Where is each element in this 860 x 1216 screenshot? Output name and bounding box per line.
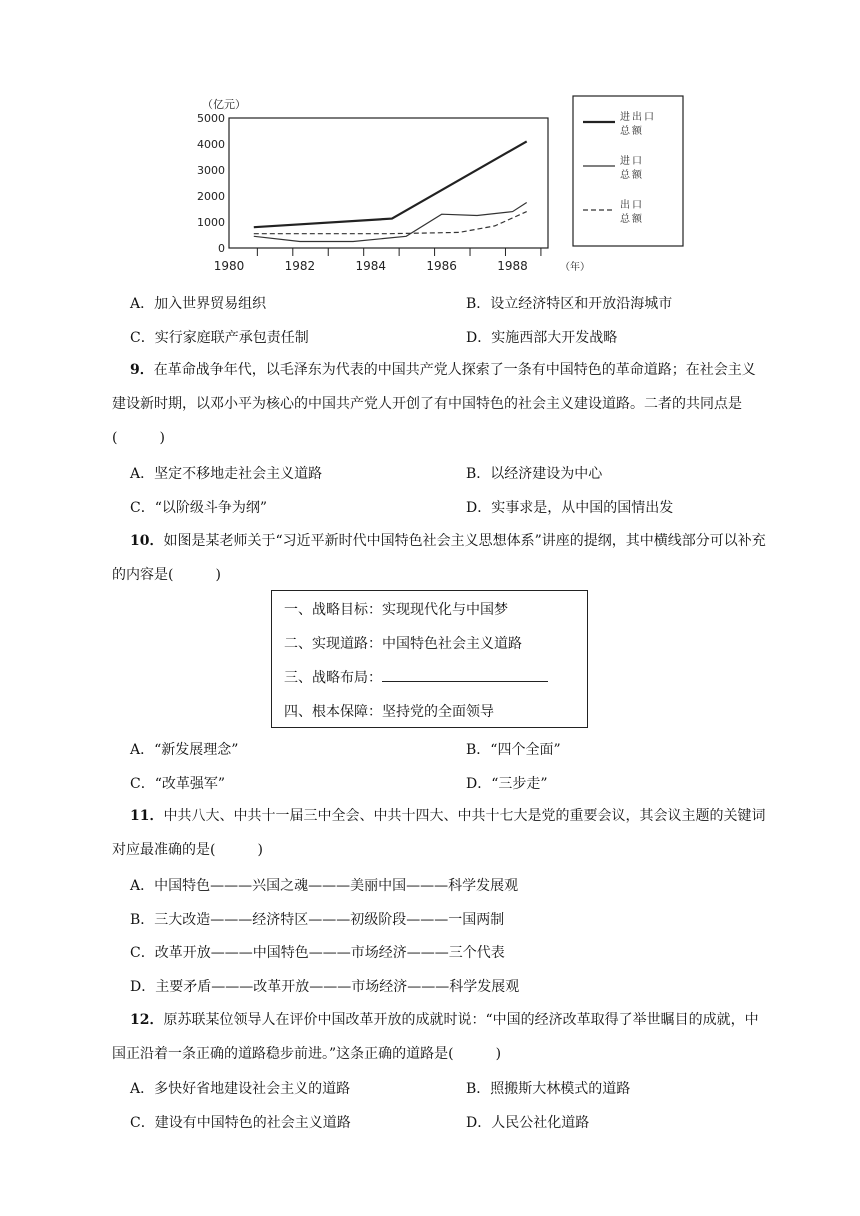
q12-option-a: A．多快好省地建设社会主义的道路 (130, 1081, 351, 1097)
x-tick-label: 1982 (284, 259, 316, 273)
x-tick-label: 1986 (426, 259, 457, 273)
q9-option-a: A．坚定不移地走社会主义道路 (130, 466, 323, 482)
q10-option-a: A．“新发展理念” (130, 742, 239, 758)
legend-label-line2: 总额 (620, 170, 644, 181)
outline-blank-line (382, 667, 548, 682)
q10-option-b: B．“四个全面” (466, 742, 561, 758)
outline-item-2: 二、实现道路：中国特色社会主义道路 (284, 636, 522, 652)
q10-option-c: C．“改革强军” (130, 776, 226, 792)
q11-option-b: B．三大改造———经济特区———初级阶段———一国两制 (130, 912, 505, 928)
q8-option-d: D．实施西部大开发战略 (466, 330, 618, 346)
x-tick-label: 1980 (213, 259, 245, 273)
q12-option-c: C．建设有中国特色的社会主义道路 (130, 1115, 351, 1131)
q9-option-d: D．实事求是，从中国的国情出发 (466, 500, 674, 516)
question-11-stem: 中共八大、中共十一届三中全会、中共十四大、中共十七大是党的重要会议，其会议主题的关键词对应最准确的是( ) (112, 808, 766, 858)
question-11-number: 11． (130, 808, 164, 824)
y-tick-label: 1000 (197, 216, 225, 229)
legend-label-line1: 进出口 (620, 112, 656, 123)
y-tick-label: 3000 (197, 164, 225, 177)
question-11 (112, 799, 768, 867)
x-unit-label: （年） (560, 262, 590, 273)
outline-item-3 (284, 667, 548, 687)
question-9-stem: 在革命战争年代，以毛泽东为代表的中国共产党人探索了一条有中国特色的革命道路；在社会主义建设新时期，以邓小平为核心的中国共产党人开创了有中国特色的社会主义建设道路。二者的共同点是( ) (112, 362, 756, 446)
trade-line-chart (192, 92, 656, 274)
question-9 (112, 353, 768, 455)
y-tick-label: 2000 (197, 190, 225, 203)
legend-label-line1: 进口 (620, 156, 644, 167)
question-10-number: 10． (130, 533, 164, 549)
question-10-stem: 如图是某老师关于“习近平新时代中国特色社会主义思想体系”讲座的提纲，其中横线部分可以补充的内容是( ) (112, 533, 766, 583)
y-tick-label: 5000 (197, 112, 225, 125)
q8-option-c: C．实行家庭联产承包责任制 (130, 330, 309, 346)
question-10 (112, 524, 768, 592)
outline-item-3-label: 三、战略布局： (284, 670, 382, 686)
outline-item-4: 四、根本保障：坚持党的全面领导 (284, 704, 494, 720)
legend-label-line2: 总额 (620, 214, 644, 225)
q11-option-d: D．主要矛盾———改革开放———市场经济———科学发展观 (130, 979, 520, 995)
legend-label-line1: 出口 (620, 200, 644, 211)
q9-option-b: B．以经济建设为中心 (466, 466, 603, 482)
series-line-2 (254, 203, 527, 242)
outline-item-1: 一、战略目标：实现现代化与中国梦 (284, 602, 508, 618)
y-tick-label: 4000 (197, 138, 225, 151)
question-9-number: 9． (130, 362, 154, 378)
y-tick-label: 0 (218, 242, 225, 255)
q11-option-a: A．中国特色———兴国之魂———美丽中国———科学发展观 (130, 878, 519, 894)
question-12-number: 12． (130, 1012, 164, 1028)
legend-label-line2: 总额 (620, 126, 644, 137)
x-tick-label: 1984 (355, 259, 387, 273)
q11-option-c: C．改革开放———中国特色———市场经济———三个代表 (130, 945, 505, 961)
y-unit-label: （亿元） (202, 98, 246, 111)
lecture-outline-box (271, 590, 588, 728)
x-tick-label: 1988 (497, 259, 528, 273)
q12-option-b: B．照搬斯大林模式的道路 (466, 1081, 631, 1097)
q10-option-d: D．“三步走” (466, 776, 548, 792)
plot-frame (229, 118, 548, 248)
q9-option-c: C．“以阶级斗争为纲” (130, 500, 268, 516)
question-12 (112, 1003, 768, 1071)
q8-option-a: A．加入世界贸易组织 (130, 296, 267, 312)
q12-option-d: D．人民公社化道路 (466, 1115, 590, 1131)
chart-svg (192, 92, 656, 274)
question-12-stem: 原苏联某位领导人在评价中国改革开放的成就时说：“中国的经济改革取得了举世瞩目的成就，中国正沿着一条正确的道路稳步前进。”这条正确的道路是( ) (112, 1012, 759, 1062)
q8-option-b: B．设立经济特区和开放沿海城市 (466, 296, 673, 312)
